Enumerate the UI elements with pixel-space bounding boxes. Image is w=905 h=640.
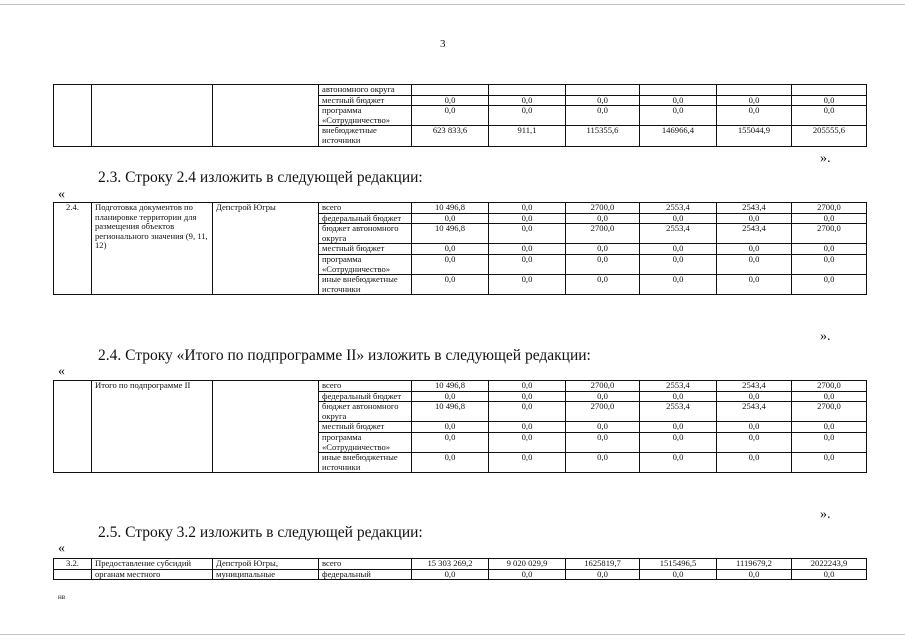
quote-close: ».	[820, 507, 831, 522]
scan-edge-top	[0, 4, 905, 5]
cell-value: 0,0	[717, 244, 792, 255]
cell-executor	[213, 85, 319, 147]
cell-value: 10 496,8	[412, 203, 489, 214]
cell-value: 0,0	[717, 422, 792, 433]
section-2-4-heading: 2.4. Строку «Итого по подпрограмме II» изложить в следующей редакции:	[98, 347, 591, 364]
cell-value: 0,0	[412, 391, 489, 402]
cell-value: 0,0	[412, 569, 489, 580]
cell-value: 0,0	[792, 453, 867, 473]
cell-value: 0,0	[566, 95, 640, 106]
cell-value: 0,0	[717, 391, 792, 402]
cell-value: 0,0	[489, 106, 566, 126]
cell-value: 10 496,8	[412, 224, 489, 244]
table-row	[54, 85, 867, 96]
cell-source: всего	[319, 381, 412, 392]
cell-value: 0,0	[792, 569, 867, 580]
scan-edge-bottom	[0, 634, 905, 635]
cell-value: 0,0	[566, 254, 640, 274]
cell-value: 0,0	[640, 569, 717, 580]
cell-value: 0,0	[717, 254, 792, 274]
cell-source: бюджет автономного округа	[319, 402, 412, 422]
cell-value: 146966,4	[640, 126, 717, 146]
cell-value: 0,0	[566, 244, 640, 255]
cell-value: 0,0	[566, 213, 640, 224]
cell-value: 1515496,5	[640, 559, 717, 570]
cell-name: органам местного	[92, 569, 213, 580]
cell-value: 2700,0	[792, 203, 867, 214]
cell-value: 2553,4	[640, 203, 717, 214]
cell-value: 0,0	[412, 213, 489, 224]
cell-value: 0,0	[792, 422, 867, 433]
cell-value: 0,0	[489, 391, 566, 402]
cell-value: 0,0	[792, 254, 867, 274]
cell-number: 2.4.	[54, 203, 92, 295]
quote-open: «	[58, 541, 65, 556]
cell-value: 0,0	[792, 106, 867, 126]
cell-value: 0,0	[412, 95, 489, 106]
cell-value: 0,0	[640, 254, 717, 274]
section-2-5-heading: 2.5. Строку 3.2 изложить в следующей редакции:	[98, 524, 423, 541]
cell-value: 911,1	[489, 126, 566, 146]
cell-value	[412, 85, 489, 96]
cell-value: 0,0	[640, 244, 717, 255]
cell-value: 0,0	[717, 453, 792, 473]
continuation-table	[53, 84, 867, 147]
quote-open: «	[58, 364, 65, 379]
quote-open: «	[58, 187, 65, 202]
cell-source: федеральный бюджет	[319, 391, 412, 402]
cell-value: 0,0	[566, 275, 640, 295]
cell-value: 0,0	[489, 244, 566, 255]
cell-source: местный бюджет	[319, 422, 412, 433]
cell-value: 0,0	[489, 95, 566, 106]
quote-close: ».	[820, 151, 831, 166]
cell-value: 0,0	[640, 95, 717, 106]
cell-value: 2700,0	[792, 224, 867, 244]
cell-value: 0,0	[792, 213, 867, 224]
cell-value: 0,0	[566, 106, 640, 126]
cell-value: 0,0	[717, 432, 792, 452]
cell-value: 2553,4	[640, 402, 717, 422]
cell-number	[54, 85, 92, 147]
cell-value	[489, 85, 566, 96]
cell-value: 0,0	[640, 213, 717, 224]
cell-value: 2543,4	[717, 224, 792, 244]
cell-source: всего	[319, 559, 412, 570]
table-row	[54, 381, 867, 392]
cell-source: программа «Сотрудничество»	[319, 432, 412, 452]
cell-source: местный бюджет	[319, 244, 412, 255]
cell-value: 0,0	[412, 106, 489, 126]
cell-value: 623 833,6	[412, 126, 489, 146]
cell-value: 1119679,2	[717, 559, 792, 570]
cell-executor	[213, 381, 319, 473]
cell-value: 0,0	[792, 391, 867, 402]
cell-source: местный бюджет	[319, 95, 412, 106]
cell-value: 15 303 269,2	[412, 559, 489, 570]
cell-value: 2553,4	[640, 224, 717, 244]
table-row	[54, 559, 867, 570]
footer-mark: нв	[58, 593, 66, 601]
table-row	[54, 569, 867, 580]
row-3-2-table	[53, 558, 867, 580]
cell-value: 0,0	[489, 203, 566, 214]
cell-executor: Депстрой Югры	[213, 203, 319, 295]
cell-value: 2700,0	[566, 224, 640, 244]
cell-value: 0,0	[489, 569, 566, 580]
cell-value: 0,0	[566, 422, 640, 433]
cell-value: 0,0	[412, 432, 489, 452]
cell-name: Предоставление субсидий	[92, 559, 213, 570]
cell-value: 0,0	[717, 275, 792, 295]
cell-value: 9 020 029,9	[489, 559, 566, 570]
cell-value: 0,0	[566, 569, 640, 580]
cell-value: 0,0	[412, 422, 489, 433]
cell-value: 0,0	[489, 213, 566, 224]
cell-value	[640, 85, 717, 96]
cell-value: 2543,4	[717, 381, 792, 392]
cell-value: 0,0	[717, 106, 792, 126]
cell-value: 2022243,9	[792, 559, 867, 570]
cell-source: федеральный	[319, 569, 412, 580]
cell-value: 0,0	[489, 422, 566, 433]
cell-value: 0,0	[412, 244, 489, 255]
cell-source: программа «Сотрудничество»	[319, 254, 412, 274]
cell-value: 2543,4	[717, 203, 792, 214]
cell-number	[54, 569, 92, 580]
cell-value: 0,0	[640, 453, 717, 473]
cell-value: 2700,0	[566, 203, 640, 214]
cell-value: 2700,0	[566, 402, 640, 422]
cell-value: 0,0	[717, 213, 792, 224]
cell-value: 1625819,7	[566, 559, 640, 570]
cell-value: 155044,9	[717, 126, 792, 146]
cell-source: всего	[319, 203, 412, 214]
cell-value: 0,0	[412, 275, 489, 295]
cell-value: 0,0	[489, 224, 566, 244]
cell-value: 10 496,8	[412, 402, 489, 422]
cell-value: 0,0	[792, 275, 867, 295]
cell-value	[717, 85, 792, 96]
cell-source: бюджет автономного округа	[319, 224, 412, 244]
cell-name	[92, 85, 213, 147]
cell-source: иные внебюджетные источники	[319, 275, 412, 295]
cell-value: 0,0	[792, 95, 867, 106]
cell-value: 0,0	[640, 275, 717, 295]
cell-value: 115355,6	[566, 126, 640, 146]
cell-value: 0,0	[717, 569, 792, 580]
cell-value: 10 496,8	[412, 381, 489, 392]
cell-source: программа «Сотрудничество»	[319, 106, 412, 126]
cell-value: 2543,4	[717, 402, 792, 422]
cell-value: 0,0	[489, 254, 566, 274]
cell-value: 205555,6	[792, 126, 867, 146]
cell-source: иные внебюджетные источники	[319, 453, 412, 473]
quote-close: ».	[820, 329, 831, 344]
cell-value	[792, 85, 867, 96]
cell-value: 0,0	[717, 95, 792, 106]
row-2-4-table	[53, 202, 867, 295]
cell-executor: муниципальные	[213, 569, 319, 580]
cell-value: 2553,4	[640, 381, 717, 392]
cell-value: 0,0	[640, 391, 717, 402]
cell-value: 2700,0	[792, 381, 867, 392]
cell-value: 0,0	[566, 391, 640, 402]
cell-value: 0,0	[489, 432, 566, 452]
cell-value: 0,0	[489, 402, 566, 422]
cell-value: 2700,0	[792, 402, 867, 422]
cell-value: 0,0	[489, 453, 566, 473]
cell-source: внебюджетные источники	[319, 126, 412, 146]
cell-value: 0,0	[792, 432, 867, 452]
cell-value: 0,0	[566, 453, 640, 473]
cell-number	[54, 381, 92, 473]
cell-source: автономного округа	[319, 85, 412, 96]
cell-value: 0,0	[640, 106, 717, 126]
page-number: 3	[440, 38, 446, 50]
cell-value: 0,0	[412, 254, 489, 274]
table-row	[54, 203, 867, 214]
itogo-table	[53, 380, 867, 473]
cell-value	[566, 85, 640, 96]
cell-value: 0,0	[489, 381, 566, 392]
section-2-3-heading: 2.3. Строку 2.4 изложить в следующей редакции:	[98, 169, 423, 186]
cell-value: 0,0	[640, 432, 717, 452]
cell-number: 3.2.	[54, 559, 92, 570]
cell-name: Подготовка документов по планировке территории для размещения объектов регионального значения (9, 11, 12)	[92, 203, 213, 295]
cell-value: 0,0	[489, 275, 566, 295]
cell-value: 2700,0	[566, 381, 640, 392]
cell-name: Итого по подпрограмме II	[92, 381, 213, 473]
cell-value: 0,0	[792, 244, 867, 255]
cell-value: 0,0	[412, 453, 489, 473]
cell-executor: Депстрой Югры,	[213, 559, 319, 570]
cell-value: 0,0	[566, 432, 640, 452]
cell-source: федеральный бюджет	[319, 213, 412, 224]
cell-value: 0,0	[640, 422, 717, 433]
